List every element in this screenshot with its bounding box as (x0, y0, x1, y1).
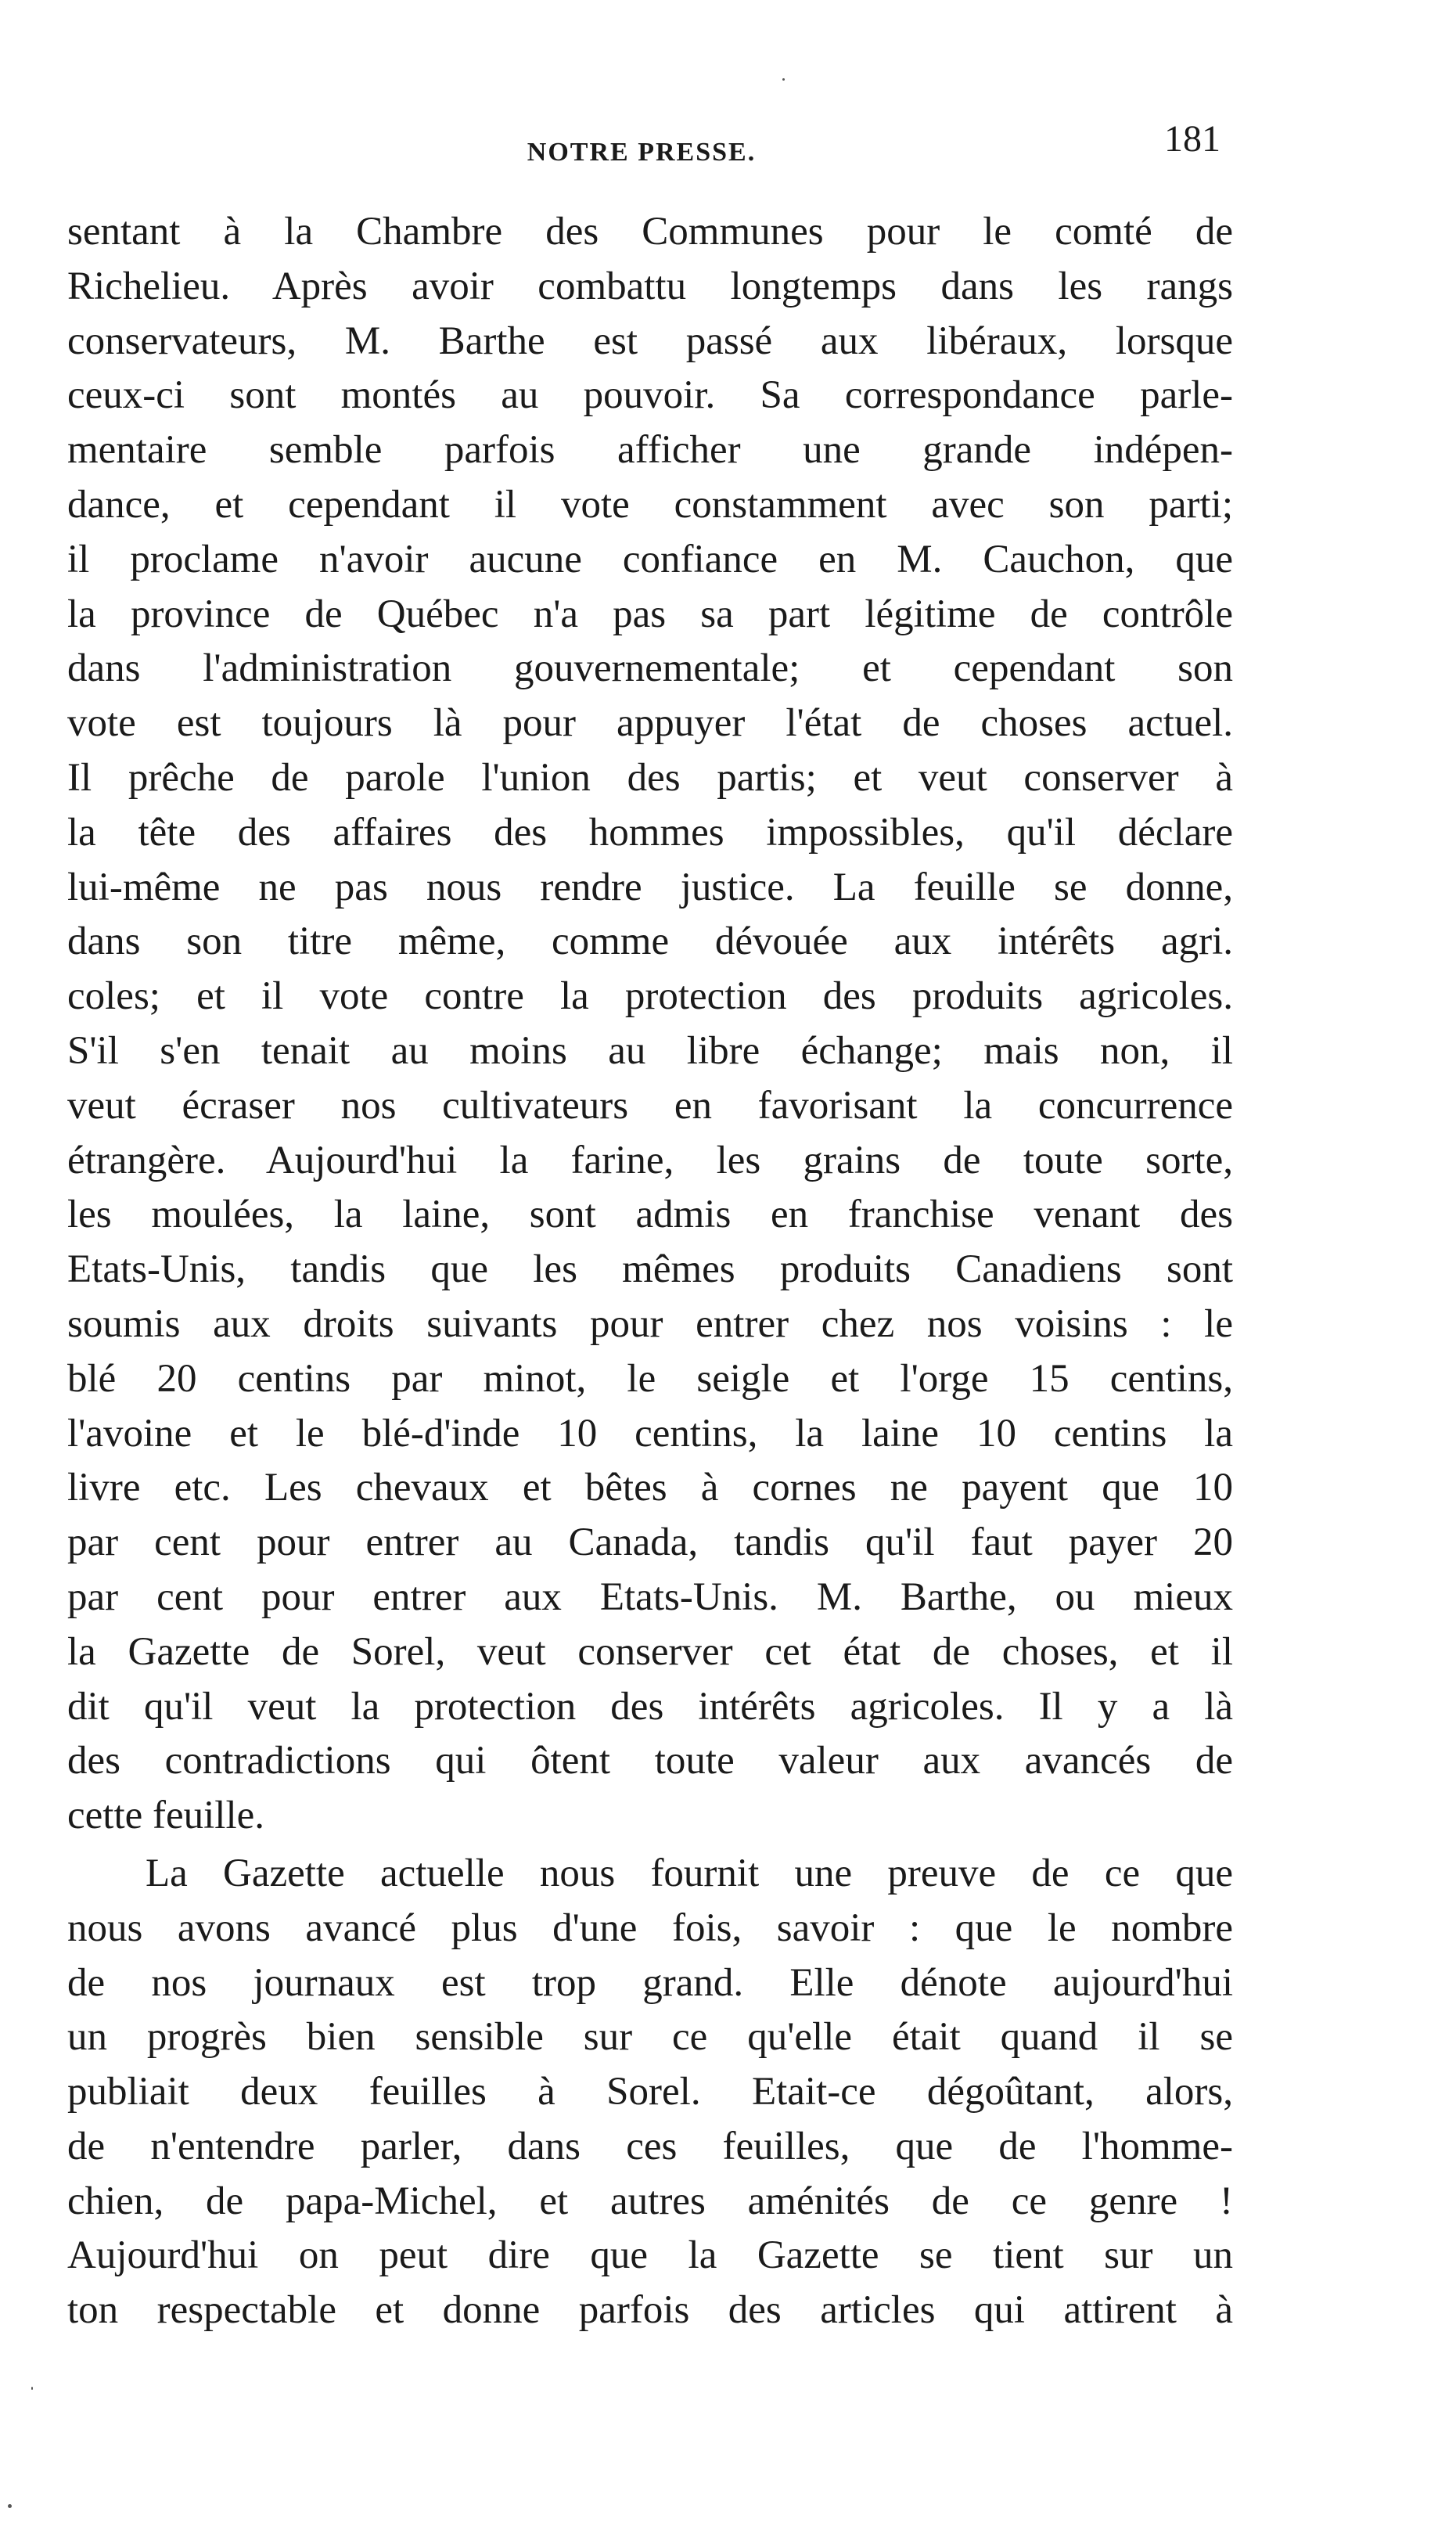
text-line: coles; et il vote contre la protection des produits agricoles. (67, 974, 1233, 1019)
text-line: dans son titre même, comme dévouée aux intérêts agri. (67, 919, 1233, 964)
ink-speck (782, 78, 785, 81)
text-line: il proclame n'avoir aucune confiance en M. Cauchon, que (67, 537, 1233, 581)
text-line: dance, et cependant il vote constamment avec son parti; (67, 482, 1233, 527)
text-line: chien, de papa-Michel, et autres aménités de ce genre ! (67, 2179, 1233, 2223)
text-line: mentaire semble parfois afficher une grande indépen- (67, 428, 1233, 473)
text-line: de nos journaux est trop grand. Elle dénote aujourd'hui (67, 1960, 1233, 2005)
page-header (63, 117, 1221, 172)
text-line: nous avons avancé plus d'une fois, savoir : que le nombre (67, 1905, 1233, 1950)
text-line: sentant à la Chambre des Communes pour le comté de (67, 210, 1233, 254)
paragraph-1 (67, 205, 1233, 1844)
text-line: livre etc. Les chevaux et bêtes à cornes ne payent que 10 (67, 1466, 1233, 1510)
running-title: NOTRE PRESSE. (527, 138, 757, 167)
text-line: S'il s'en tenait au moins au libre échange; mais non, il (67, 1028, 1233, 1073)
text-line: publiait deux feuilles à Sorel. Etait-ce dégoûtant, alors, (67, 2070, 1233, 2114)
text-line: lui-même ne pas nous rendre justice. La feuille se donne, (67, 865, 1233, 909)
text-line: conservateurs, M. Barthe est passé aux libéraux, lorsque (67, 318, 1233, 363)
text-line: des contradictions qui ôtent toute valeur aux avancés de (67, 1739, 1233, 1783)
text-line: la Gazette de Sorel, veut conserver cet état de choses, et il (67, 1629, 1233, 1674)
page-number: 181 (1164, 118, 1221, 160)
text-line: par cent pour entrer aux Etats-Unis. M. Barthe, ou mieux (67, 1574, 1233, 1619)
text-line: blé 20 centins par minot, le seigle et l'orge 15 centins, (67, 1356, 1233, 1401)
text-line: la tête des affaires des hommes impossibles, qu'il déclare (67, 810, 1233, 855)
text-line: la province de Québec n'a pas sa part légitime de contrôle (67, 592, 1233, 636)
text-line: ton respectable et donne parfois des articles qui attirent à (67, 2288, 1233, 2333)
text-line: un progrès bien sensible sur ce qu'elle était quand il se (67, 2015, 1233, 2060)
ink-speck (31, 2387, 33, 2390)
text-line: ceux-ci sont montés au pouvoir. Sa correspondance parle- (67, 373, 1233, 418)
text-line: veut écraser nos cultivateurs en favorisant la concurrence (67, 1083, 1233, 1128)
text-line: soumis aux droits suivants pour entrer chez nos voisins : le (67, 1301, 1233, 1346)
text-line: l'avoine et le blé-d'inde 10 centins, la laine 10 centins la (67, 1411, 1233, 1456)
text-line: Il prêche de parole l'union des partis; et veut conserver à (67, 755, 1233, 800)
ink-speck (8, 2504, 12, 2508)
text-line: cette feuille. (67, 1794, 265, 1838)
text-line: dans l'administration gouvernementale; et cependant son (67, 646, 1233, 691)
text-line: par cent pour entrer au Canada, tandis qu'il faut payer 20 (67, 1520, 1233, 1565)
text-line: de n'entendre parler, dans ces feuilles, que de l'homme- (67, 2124, 1233, 2168)
text-line: Aujourd'hui on peut dire que la Gazette se tient sur un (67, 2233, 1233, 2278)
text-line: les moulées, la laine, sont admis en franchise venant des (67, 1193, 1233, 1237)
text-line: vote est toujours là pour appuyer l'état de choses actuel. (67, 701, 1233, 746)
text-line: dit qu'il veut la protection des intérêts agricoles. Il y a là (67, 1684, 1233, 1729)
text-line: Etats-Unis, tandis que les mêmes produits Canadiens sont (67, 1247, 1233, 1292)
paragraph-2 (67, 1847, 1233, 2338)
body-text (67, 205, 1233, 2338)
text-line: La Gazette actuelle nous fournit une preuve de ce que (146, 1851, 1233, 1895)
text-line: Richelieu. Après avoir combattu longtemps dans les rangs (67, 264, 1233, 308)
text-line: étrangère. Aujourd'hui la farine, les grains de toute sorte, (67, 1138, 1233, 1182)
